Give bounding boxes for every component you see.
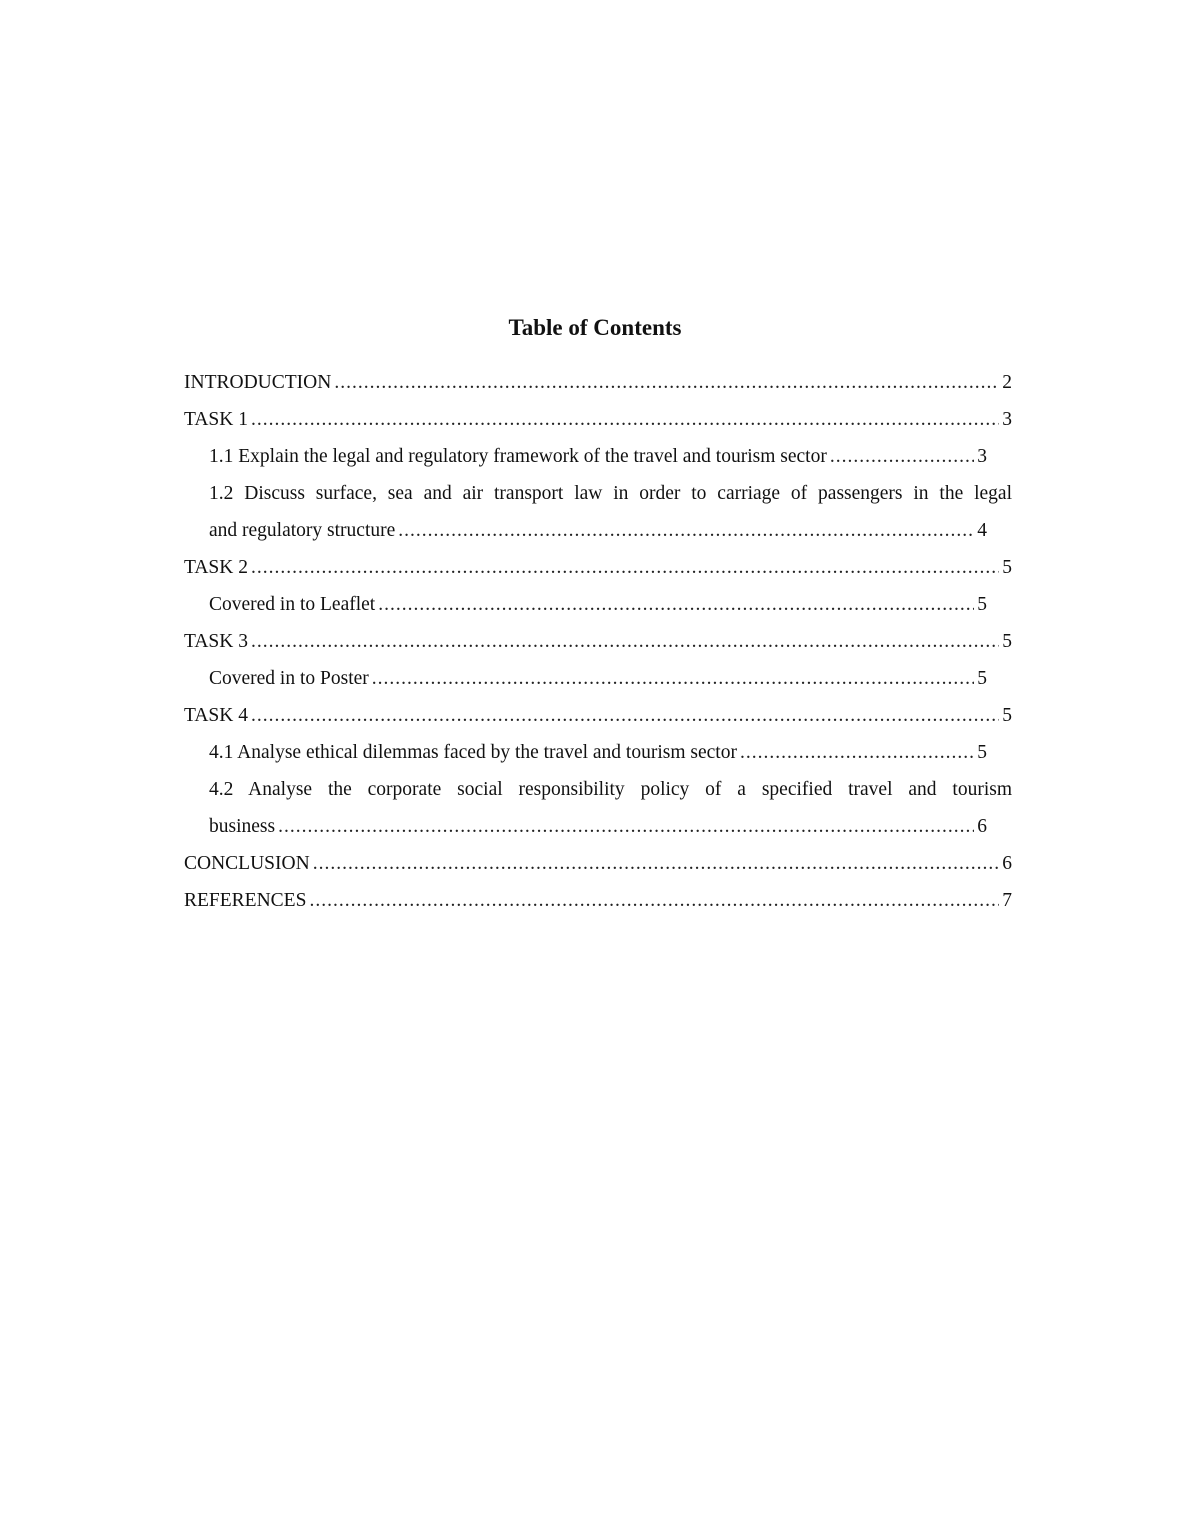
dot-leader <box>251 697 999 734</box>
dot-leader <box>378 586 974 623</box>
toc-entry-leaflet[interactable] <box>184 586 1012 623</box>
dot-leader <box>740 734 974 771</box>
toc-page-number: 5 <box>977 668 987 689</box>
toc-entry-4-1[interactable] <box>184 734 1012 771</box>
toc-entry-task-2[interactable] <box>184 549 1012 586</box>
toc-entry-1-2[interactable] <box>184 475 1012 549</box>
toc-entry-label: TASK 2 <box>184 557 248 578</box>
dot-leader <box>278 808 974 845</box>
toc-entry-label: CONCLUSION <box>184 853 310 874</box>
toc-entry-label: TASK 3 <box>184 631 248 652</box>
toc-entry-label: TASK 1 <box>184 409 248 430</box>
toc-entry-task-3[interactable] <box>184 623 1012 660</box>
toc-entry-label-line-1: 1.2 Discuss surface, sea and air transport law in order to carriage of passengers in the legal <box>209 483 1012 504</box>
toc-entry-label: 4.1 Analyse ethical dilemmas faced by the travel and tourism sector <box>209 742 737 763</box>
toc-entry-task-1[interactable] <box>184 401 1012 438</box>
toc-entry-label: REFERENCES <box>184 890 307 911</box>
toc-entry-references[interactable] <box>184 882 1012 919</box>
toc-page-number: 6 <box>977 816 987 837</box>
toc-page-number: 2 <box>1002 372 1012 393</box>
table-of-contents <box>184 364 1012 919</box>
toc-entry-4-2[interactable] <box>184 771 1012 845</box>
dot-leader <box>830 438 974 475</box>
dot-leader <box>251 549 999 586</box>
toc-entry-label-line-1: 4.2 Analyse the corporate social responsibility policy of a specified travel and tourism <box>209 779 1012 800</box>
toc-page-number: 3 <box>1002 409 1012 430</box>
toc-page-number: 4 <box>977 520 987 541</box>
toc-page-number: 5 <box>977 742 987 763</box>
dot-leader <box>334 364 999 401</box>
toc-entry-1-1[interactable] <box>184 438 1012 475</box>
toc-entry-introduction[interactable] <box>184 364 1012 401</box>
toc-entry-task-4[interactable] <box>184 697 1012 734</box>
dot-leader <box>251 401 999 438</box>
dot-leader <box>313 845 1000 882</box>
toc-entry-label: Covered in to Poster <box>209 668 369 689</box>
toc-entry-label: 1.1 Explain the legal and regulatory framework of the travel and tourism sector <box>209 446 827 467</box>
toc-page-number: 6 <box>1002 853 1012 874</box>
toc-page-number: 5 <box>1002 705 1012 726</box>
toc-page-number: 5 <box>1002 631 1012 652</box>
dot-leader <box>372 660 974 697</box>
toc-entry-label: TASK 4 <box>184 705 248 726</box>
toc-page-number: 3 <box>977 446 987 467</box>
dot-leader <box>398 512 974 549</box>
toc-page-number: 5 <box>1002 557 1012 578</box>
toc-entry-conclusion[interactable] <box>184 845 1012 882</box>
dot-leader <box>309 882 999 919</box>
toc-entry-poster[interactable] <box>184 660 1012 697</box>
toc-entry-label-line-2: business <box>209 816 276 837</box>
toc-page-number: 5 <box>977 594 987 615</box>
dot-leader <box>251 623 999 660</box>
toc-title: Table of Contents <box>508 315 682 340</box>
toc-entry-label: Covered in to Leaflet <box>209 594 376 615</box>
toc-entry-label-line-2: and regulatory structure <box>209 520 396 541</box>
toc-page-number: 7 <box>1002 890 1012 911</box>
toc-entry-label: INTRODUCTION <box>184 372 332 393</box>
